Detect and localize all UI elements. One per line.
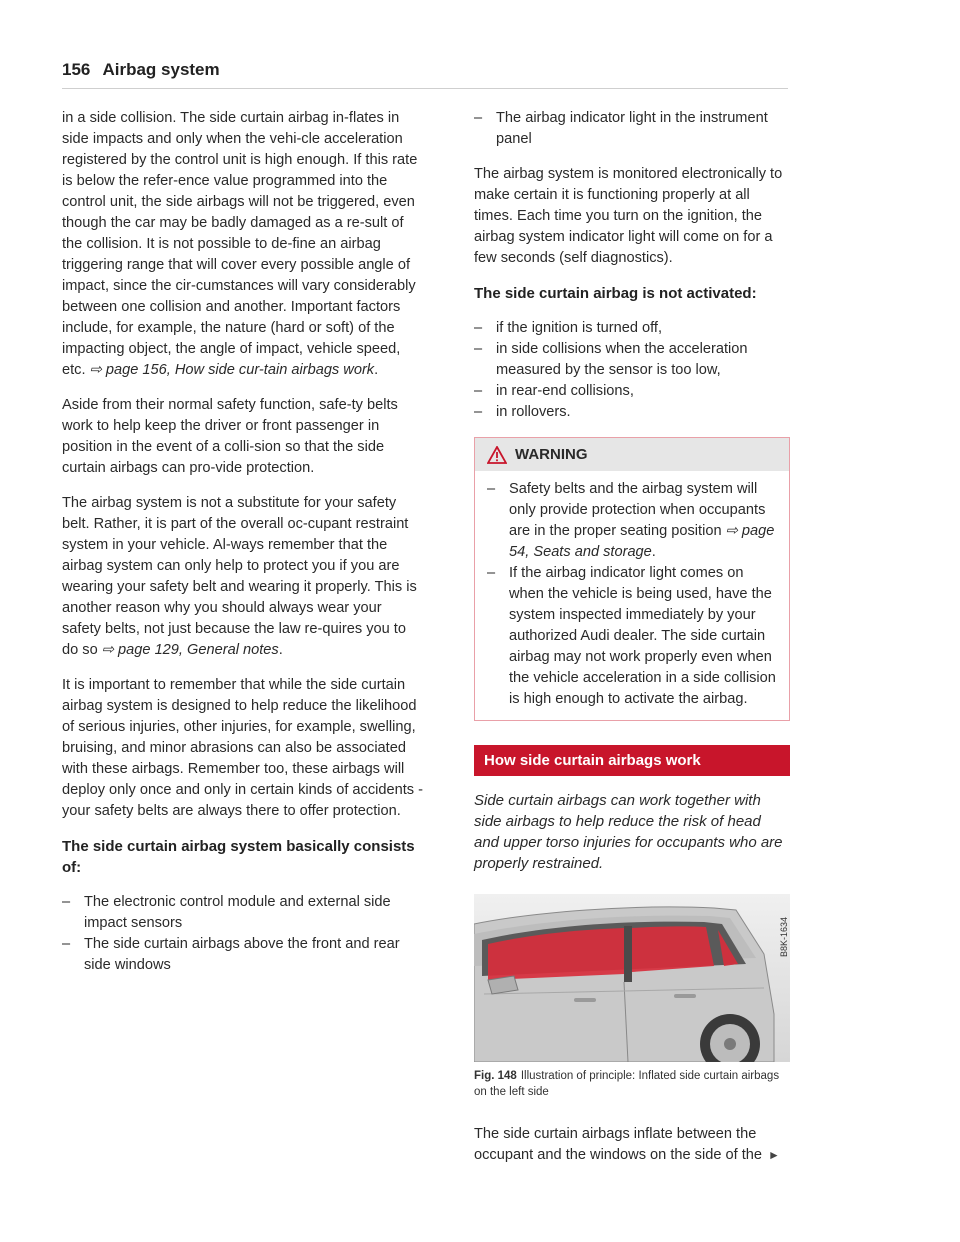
figure-car-illustration bbox=[474, 894, 790, 1062]
right-column bbox=[474, 108, 790, 1180]
components-list-continued bbox=[474, 108, 790, 150]
warning-header bbox=[475, 438, 789, 471]
page-number: 156 bbox=[62, 60, 91, 79]
figure-caption: Fig. 148 Illustration of principle: Inflated side curtain airbags on the left side bbox=[474, 1070, 780, 1098]
section-title-bar: How side curtain airbags work bbox=[474, 745, 790, 776]
paragraph-safety-belts: Aside from their normal safety function, safe-ty belts work to help keep the driver or front passenger in position in the event of a colli-sion so that the side curtain airbags can pro-vide protection. bbox=[62, 397, 398, 476]
chapter-title: Airbag system bbox=[102, 60, 220, 79]
cross-reference-link[interactable]: ⇨ page 54, Seats and storage bbox=[509, 523, 775, 560]
warning-body bbox=[475, 471, 789, 720]
paragraph-substitute: The airbag system is not a substitute for your safety belt. Rather, it is part of the overall oc-cupant restraint system in your vehicle. Al-ways remember that the airbag system can only help to protect you if you are wearing your safety belt and wearing it properly. This is another reason why you should always wear your safety belts, not just because the law re-quires you to do so ⇨ page 129, General notes. bbox=[62, 495, 417, 658]
warning-title: WARNING bbox=[515, 446, 588, 463]
figure-code: B8K-1634 bbox=[779, 916, 789, 958]
cross-reference-link[interactable]: ⇨ page 156, How side cur-tain airbags work bbox=[89, 362, 375, 378]
left-column bbox=[62, 108, 424, 990]
warning-list bbox=[487, 479, 777, 710]
not-activated-list bbox=[474, 318, 790, 423]
heading-not-activated: The side curtain airbag is not activated: bbox=[474, 285, 757, 302]
paragraph-inflate: The side curtain airbags inflate between the occupant and the windows on the side of the ► bbox=[474, 1126, 780, 1163]
heading-components: The side curtain airbag system basically consists of: bbox=[62, 838, 415, 876]
car-airbag-illustration bbox=[474, 894, 790, 1062]
list-item: – if the ignition is turned off, bbox=[474, 318, 790, 339]
components-list bbox=[62, 892, 424, 976]
list-item: – in rollovers. bbox=[474, 402, 790, 423]
list-item: – The side curtain airbags above the front and rear side windows bbox=[62, 934, 424, 976]
warning-box bbox=[474, 437, 790, 721]
list-item: – The electronic control module and external side impact sensors bbox=[62, 892, 424, 934]
warning-triangle-icon bbox=[487, 446, 507, 464]
cross-reference-link[interactable]: ⇨ page 129, General notes bbox=[101, 642, 279, 658]
list-item: – Safety belts and the airbag system will only provide protection when occupants are in the proper seating position ⇨ page 54, Seats and storage. bbox=[487, 479, 777, 563]
continue-arrow-icon: ► bbox=[768, 1148, 780, 1162]
section-lead: Side curtain airbags can work together with side airbags to help reduce the risk of head and upper torso injuries for occupants who are properly restrained. bbox=[474, 792, 783, 872]
list-item: – in rear-end collisions, bbox=[474, 381, 790, 402]
paragraph-injuries: It is important to remember that while the side curtain airbag system is designed to help reduce the likelihood of serious injuries, other injuries, for example, swelling, bruising, and minor abrasions can also be associated with these airbags. Remember too, these airbags will deploy only once and only in certain kinds of accidents - your safety belts are always there to offer protection. bbox=[62, 677, 424, 819]
list-item: – in side collisions when the acceleration measured by the sensor is too low, bbox=[474, 339, 790, 381]
figure-label: Fig. 148 bbox=[474, 1070, 517, 1082]
paragraph-monitoring: The airbag system is monitored electronically to make certain it is functioning properly at all times. Each time you turn on the ignition, the airbag system indicator light will come on for a few seconds (self diagnostics). bbox=[474, 166, 783, 266]
list-item: – If the airbag indicator light comes on when the vehicle is being used, have the system inspected immediately by your authorized Audi dealer. The side curtain airbag may not work properly even when the vehicle acceleration in a side collision is high enough to activate the airbag. bbox=[487, 563, 777, 710]
page-header bbox=[62, 60, 788, 89]
paragraph-collision: in a side collision. The side curtain airbag in-flates in side impacts and only when the vehi-cle acceleration registered by the control unit is high enough. If this rate is below the refer-ence value programmed into the control unit, the side airbags will not be triggered, even though the car may be badly damaged as a re-sult of the collision. It is not possible to de-fine an airbag triggering range that will cover every possible angle of impact, since the cir-cumstances will vary considerably between one collision and another. Important factors include, for example, the nature (hard or soft) of the impacting object, the angle of impact, vehicle speed, etc. ⇨ page 156, How side cur-tain airbags work. bbox=[62, 110, 418, 378]
list-item: – The airbag indicator light in the instrument panel bbox=[474, 108, 790, 150]
